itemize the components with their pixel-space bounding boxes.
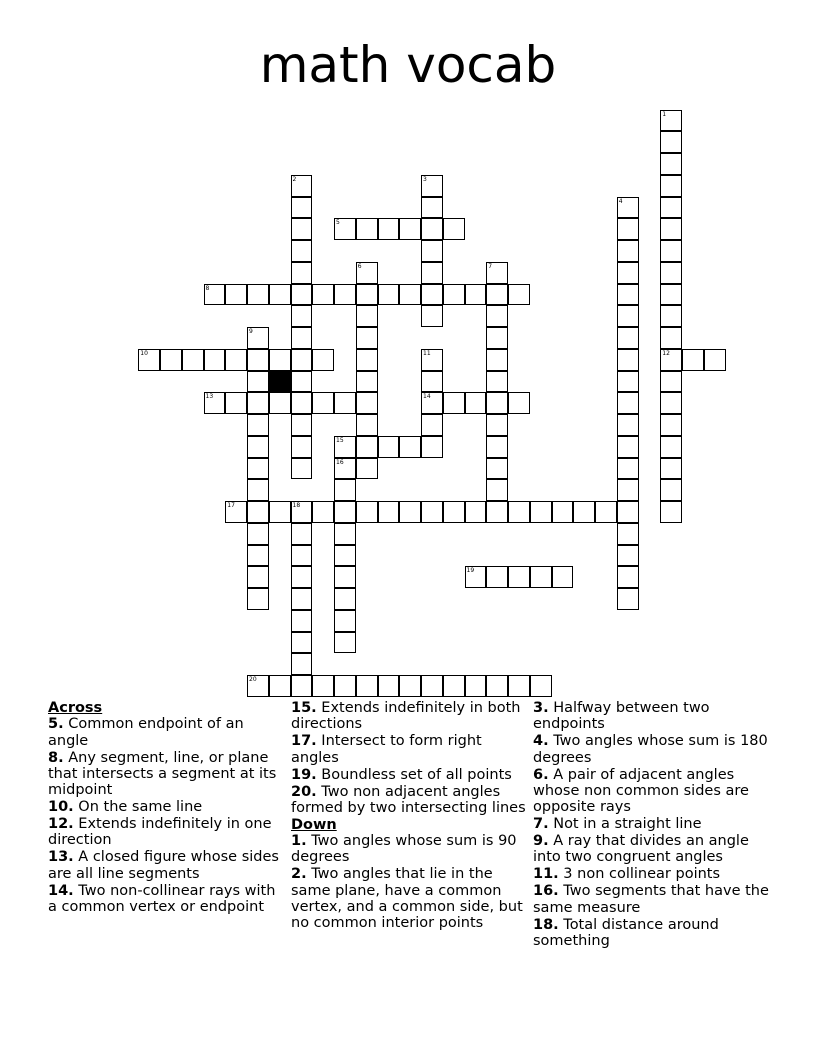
grid-cell[interactable] [660,414,682,436]
grid-cell[interactable] [356,436,378,458]
clue-number-label: 16. [533,883,559,900]
grid-cell[interactable] [204,284,226,306]
grid-cell[interactable] [486,436,508,458]
clue-number-label: 5. [48,716,64,733]
grid-cell[interactable] [486,458,508,480]
grid-cell[interactable] [291,501,313,523]
clue-item [291,733,527,766]
grid-cell[interactable] [399,501,421,523]
grid-cell[interactable] [269,349,291,371]
grid-cell[interactable] [356,392,378,414]
grid-cell[interactable] [291,610,313,632]
clues-column-2 [291,700,527,932]
clue-number: 20 [249,676,257,683]
grid-cell[interactable] [291,371,313,393]
grid-cell[interactable] [617,479,639,501]
grid-cell[interactable] [334,501,356,523]
clue-item [533,883,773,916]
grid-cell[interactable] [291,523,313,545]
grid-cell[interactable] [399,284,421,306]
clue-item [533,733,773,766]
grid-cell[interactable] [225,501,247,523]
grid-cell[interactable] [334,284,356,306]
grid-cell[interactable] [247,501,269,523]
grid-cell[interactable] [617,392,639,414]
grid-cell[interactable] [465,284,487,306]
grid-cell[interactable] [508,501,530,523]
clue-item [291,784,527,817]
clue-number-label: 4. [533,733,549,750]
grid-cell[interactable] [247,327,269,349]
grid-cell[interactable] [225,349,247,371]
grid-cell[interactable] [617,240,639,262]
grid-cell[interactable] [247,479,269,501]
grid-cell[interactable] [421,371,443,393]
grid-cell[interactable] [312,675,334,697]
across-clue-list-continued [291,700,527,816]
clue-text: Extends indefinitely in both directions [291,700,521,733]
clue-text: A ray that divides an angle into two congruent angles [533,833,749,866]
clue-text: Two angles that lie in the same plane, have a common vertex, and a common side, but no common interior points [291,866,523,932]
grid-cell[interactable] [486,414,508,436]
grid-cell[interactable] [356,414,378,436]
grid-cell[interactable] [247,545,269,567]
clue-item [48,883,282,916]
grid-cell[interactable] [247,436,269,458]
grid-cell[interactable] [595,501,617,523]
clue-text: Two segments that have the same measure [533,883,769,916]
clue-item [291,767,527,783]
clue-text: Total distance around something [533,916,719,949]
grid-cell[interactable] [617,436,639,458]
clue-number-label: 11. [533,866,559,883]
grid-cell[interactable] [378,436,400,458]
grid-cell[interactable] [138,349,160,371]
grid-cell[interactable] [399,675,421,697]
grid-cell[interactable] [617,501,639,523]
grid-cell[interactable] [421,675,443,697]
grid-cell[interactable] [247,523,269,545]
grid-cell[interactable] [291,262,313,284]
clue-number: 5 [336,219,340,227]
clue-number-label: 3. [533,700,549,716]
grid-cell[interactable] [356,262,378,284]
grid-cell[interactable] [660,284,682,306]
grid-cell[interactable] [291,675,313,697]
grid-cell[interactable] [617,523,639,545]
grid-cell[interactable] [552,501,574,523]
grid-cell[interactable] [378,284,400,306]
clue-text: Any segment, line, or plane that intersects a segment at its midpoint [48,749,277,799]
clue-text: Two angles whose sum is 180 degrees [533,733,768,766]
grid-cell[interactable] [530,566,552,588]
grid-cell[interactable] [356,675,378,697]
clue-item [533,917,773,950]
grid-cell[interactable] [334,632,356,654]
grid-cell[interactable] [465,392,487,414]
grid-cell[interactable] [204,349,226,371]
grid-cell[interactable] [486,284,508,306]
grid-cell[interactable] [617,414,639,436]
grid-cell[interactable] [204,392,226,414]
clue-text: Boundless set of all points [316,766,512,783]
clue-number-label: 2. [291,866,307,883]
clue-number-label: 17. [291,733,317,750]
grid-cell[interactable] [486,327,508,349]
grid-cell[interactable] [660,153,682,175]
clue-item [533,816,773,832]
grid-cell[interactable] [508,284,530,306]
clue-number: 9 [249,328,253,335]
grid-cell[interactable] [617,588,639,610]
grid-cell[interactable] [486,392,508,414]
clue-text: Two non adjacent angles formed by two intersecting lines [291,783,526,816]
grid-cell[interactable] [247,414,269,436]
grid-cell[interactable] [660,305,682,327]
grid-cell[interactable] [182,349,204,371]
grid-cell[interactable] [312,392,334,414]
grid-cell[interactable] [291,414,313,436]
grid-cell[interactable] [660,436,682,458]
grid-cell[interactable] [291,632,313,654]
puzzle-title: math vocab [259,36,557,94]
grid-cell[interactable] [617,545,639,567]
grid-cell[interactable] [486,305,508,327]
clue-text: Two non-collinear rays with a common vertex or endpoint [48,882,276,915]
clue-number: 16 [336,458,344,466]
clue-text: 3 non collinear points [558,866,721,883]
grid-cell[interactable] [660,392,682,414]
grid-cell[interactable] [421,240,443,262]
across-clue-list [48,716,282,915]
grid-cell[interactable] [334,458,356,480]
grid-cell[interactable] [356,458,378,480]
grid-cell[interactable] [160,349,182,371]
clue-number: 1 [662,110,667,118]
grid-cell[interactable] [291,305,313,327]
clue-text: Two angles whose sum is 90 degrees [291,833,517,866]
grid-cell[interactable] [660,240,682,262]
grid-cell[interactable] [443,501,465,523]
clue-number: 4 [618,197,623,205]
clue-number: 8 [205,284,210,292]
grid-cell[interactable] [660,479,682,501]
grid-cell[interactable] [334,392,356,414]
grid-cell[interactable] [421,392,443,414]
grid-cell[interactable] [465,501,487,523]
grid-cell[interactable] [291,436,313,458]
clue-text: Not in a straight line [548,816,702,833]
clue-number: 14 [423,393,431,401]
grid-cell[interactable] [291,349,313,371]
grid-cell[interactable] [421,284,443,306]
grid-cell[interactable] [225,284,247,306]
grid-cell[interactable] [334,479,356,501]
grid-cell[interactable] [247,284,269,306]
clue-number: 6 [357,262,362,270]
grid-cell[interactable] [660,371,682,393]
clue-item [533,700,773,733]
grid-cell[interactable] [617,349,639,371]
grid-cell[interactable] [660,110,682,132]
clue-number: 7 [488,262,493,270]
grid-cell[interactable] [291,392,313,414]
clue-item [533,833,773,866]
grid-cell[interactable] [508,392,530,414]
clue-item [291,700,527,733]
grid-cell[interactable] [291,284,313,306]
clue-number-label: 15. [291,700,317,716]
grid-cell[interactable] [334,566,356,588]
grid-cell[interactable] [443,284,465,306]
clue-item [533,866,773,882]
grid-cell[interactable] [421,305,443,327]
grid-cell[interactable] [660,175,682,197]
grid-cell[interactable] [530,501,552,523]
grid-cell[interactable] [421,197,443,219]
grid-cell[interactable] [486,371,508,393]
grid-cell[interactable] [508,675,530,697]
grid-cell[interactable] [573,501,595,523]
grid-cell[interactable] [356,349,378,371]
clue-number-label: 13. [48,849,74,866]
grid-cell[interactable] [312,284,334,306]
grid-cell[interactable] [356,284,378,306]
grid-cell[interactable] [486,675,508,697]
grid-cell[interactable] [247,588,269,610]
clues-column-1 [48,700,282,916]
clue-number-label: 8. [48,749,64,766]
grid-cell[interactable] [704,349,726,371]
grid-cell[interactable] [660,131,682,153]
grid-cell[interactable] [291,197,313,219]
grid-cell[interactable] [334,436,356,458]
grid-cell[interactable] [530,675,552,697]
clue-number-label: 12. [48,816,74,833]
grid-cell[interactable] [465,675,487,697]
clue-number-label: 19. [291,766,317,783]
grid-cell[interactable] [378,675,400,697]
clue-number: 12 [662,349,670,357]
clue-text: Intersect to form right angles [291,733,482,766]
grid-cell[interactable] [247,458,269,480]
grid-cell[interactable] [421,218,443,240]
grid-cell[interactable] [312,501,334,523]
grid-cell[interactable] [291,327,313,349]
grid-cell[interactable] [334,588,356,610]
clue-item [291,866,527,931]
clue-item [291,833,527,866]
clue-text: Common endpoint of an angle [48,716,244,749]
clue-number-label: 7. [533,816,549,833]
grid-cell[interactable] [269,392,291,414]
grid-cell[interactable] [356,305,378,327]
grid-cell[interactable] [291,588,313,610]
grid-cell[interactable] [334,218,356,240]
grid-cell[interactable] [421,501,443,523]
clue-number-label: 1. [291,833,307,850]
grid-cell[interactable] [269,675,291,697]
grid-cell[interactable] [660,458,682,480]
clue-number: 10 [140,349,148,357]
grid-cell[interactable] [378,218,400,240]
grid-cell[interactable] [443,392,465,414]
clue-item [48,716,282,749]
grid-cell[interactable] [291,545,313,567]
grid-cell[interactable] [356,371,378,393]
grid-cell[interactable] [552,566,574,588]
clue-number: 19 [466,567,475,575]
grid-cell[interactable] [617,458,639,480]
grid-cell[interactable] [421,175,443,197]
grid-block [269,371,291,393]
grid-cell[interactable] [682,349,704,371]
clue-number-label: 10. [48,799,74,816]
grid-cell[interactable] [399,436,421,458]
clue-number-label: 6. [533,766,549,783]
grid-cell[interactable] [291,240,313,262]
clue-text: Extends indefinitely in one direction [48,816,272,849]
grid-cell[interactable] [617,327,639,349]
clue-number-label: 20. [291,783,317,800]
grid-cell[interactable] [399,218,421,240]
grid-cell[interactable] [334,675,356,697]
grid-cell[interactable] [660,501,682,523]
clue-number: 3 [423,175,427,183]
grid-cell[interactable] [334,523,356,545]
grid-cell[interactable] [334,610,356,632]
grid-cell[interactable] [269,501,291,523]
clue-number-label: 18. [533,916,559,933]
grid-cell[interactable] [617,371,639,393]
clue-number: 15 [336,436,344,444]
clue-text: On the same line [73,799,203,816]
across-heading: Across [48,700,103,716]
grid-cell[interactable] [421,414,443,436]
grid-cell[interactable] [356,501,378,523]
grid-cell[interactable] [312,349,334,371]
grid-cell[interactable] [247,566,269,588]
grid-cell[interactable] [660,349,682,371]
grid-cell[interactable] [660,262,682,284]
grid-cell[interactable] [291,653,313,675]
grid-cell[interactable] [617,305,639,327]
clue-number-label: 9. [533,833,549,850]
clue-item [48,849,282,882]
clue-item [48,799,282,815]
grid-cell[interactable] [486,501,508,523]
grid-cell[interactable] [443,675,465,697]
clue-text: A pair of adjacent angles whose non common sides are opposite rays [533,766,749,816]
clues-column-3 [533,700,773,950]
grid-cell[interactable] [486,566,508,588]
grid-cell[interactable] [421,349,443,371]
grid-cell[interactable] [225,392,247,414]
clue-number: 11 [423,349,431,357]
clue-text: Halfway between two endpoints [533,700,710,733]
grid-cell[interactable] [660,218,682,240]
grid-cell[interactable] [356,327,378,349]
grid-cell[interactable] [291,566,313,588]
grid-cell[interactable] [356,218,378,240]
grid-cell[interactable] [421,262,443,284]
down-clue-list-continued [533,700,773,949]
clue-number: 2 [292,175,297,183]
clue-number: 17 [227,502,235,509]
grid-cell[interactable] [617,218,639,240]
down-heading: Down [291,816,337,833]
grid-cell[interactable] [617,284,639,306]
grid-cell[interactable] [617,262,639,284]
clue-item [533,767,773,816]
clue-number: 18 [292,502,301,509]
grid-cell[interactable] [291,175,313,197]
grid-cell[interactable] [291,218,313,240]
clue-text: A closed figure whose sides are all line segments [48,849,279,882]
grid-cell[interactable] [247,675,269,697]
grid-cell[interactable] [486,479,508,501]
grid-cell[interactable] [247,349,269,371]
down-clue-list [291,833,527,931]
grid-cell[interactable] [378,501,400,523]
grid-cell[interactable] [247,392,269,414]
grid-cell[interactable] [660,197,682,219]
grid-cell[interactable] [660,327,682,349]
grid-cell[interactable] [269,284,291,306]
grid-cell[interactable] [486,262,508,284]
grid-cell[interactable] [617,197,639,219]
grid-cell[interactable] [334,545,356,567]
grid-cell[interactable] [486,349,508,371]
grid-cell[interactable] [247,371,269,393]
clue-item [48,750,282,799]
grid-cell[interactable] [443,218,465,240]
clue-number-label: 14. [48,882,74,899]
grid-cell[interactable] [421,436,443,458]
grid-cell[interactable] [508,566,530,588]
clue-number: 13 [205,393,214,401]
grid-cell[interactable] [617,566,639,588]
grid-cell[interactable] [465,566,487,588]
clue-item [48,816,282,849]
grid-cell[interactable] [291,458,313,480]
